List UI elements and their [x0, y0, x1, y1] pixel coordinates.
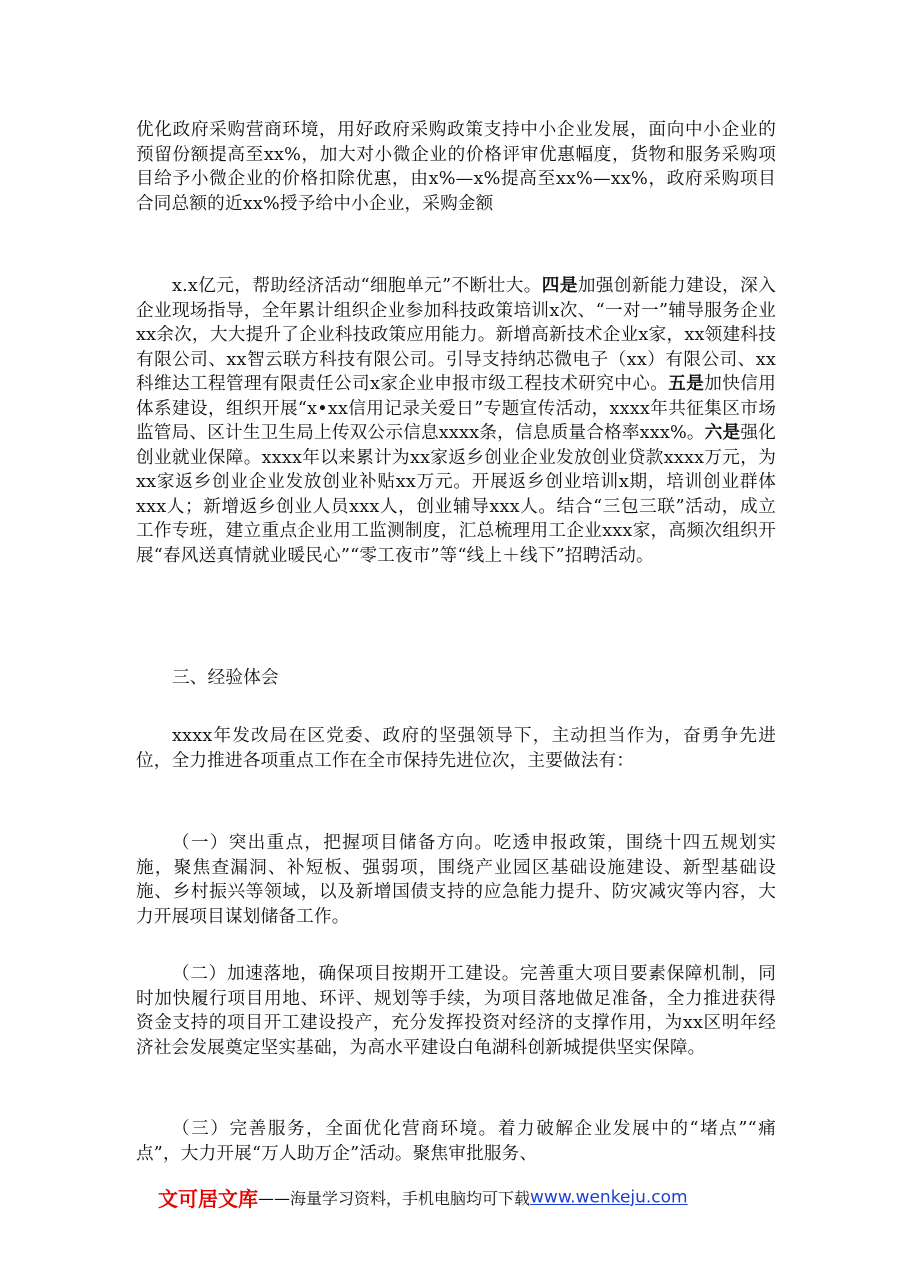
paragraph-summary: xxxx年发改局在区党委、政府的坚强领导下，主动担当作为，奋勇争先进位，全力推进各项重点工作在全市保持先进位次，主要做法有：	[136, 726, 776, 771]
bold-marker-six: 六是	[704, 422, 741, 443]
footer-banner	[158, 1183, 778, 1213]
bold-marker-four: 四是	[541, 275, 578, 296]
paragraph-text: x.x亿元，帮助经济活动“细胞单元”不断壮大。	[172, 276, 542, 296]
section-heading: 三、经验体会	[172, 668, 279, 688]
paragraph-point-one: （一）突出重点，把握项目储备方向。吃透申报政策，围绕十四五规划实施，聚焦查漏洞、补短板、强弱项，围绕产业园区基础设施建设、新型基础设施、乡村振兴等领域，以及新增国债支持的应急能力提升、防灾减灾等内容，大力开展项目谋划储备工作。	[136, 833, 776, 927]
paragraph-text: 加快信用体系建设，组织开展“x•xx信用记录关爱日”专题宣传活动，xxxx年共征集区市场监管局、区计生卫生局上传双公示信息xxxx条，信息质量合格率xxx%。	[136, 374, 776, 443]
bold-marker-five: 五是	[668, 373, 705, 394]
paragraph-text: 强化创业就业保障。xxxx年以来累计为xx家返乡创业企业发放创业贷款xxxx万元，为xx家返乡创业企业发放创业补贴xx万元。开展返乡创业培训x期，培训创业群体xxx人；新增返乡创业人员xxx人，创业辅导xxx人。结合“三包三联”活动，成立工作专班，建立重点企业用工监测制度，汇总梳理用工企业xxx家，高频次组织开展“春风送真情就业暖民心”“零工夜市”等“线上＋线下”招聘活动。	[136, 423, 776, 566]
footer-brand: 文可居文库	[158, 1187, 258, 1211]
paragraph-point-two: （二）加速落地，确保项目按期开工建设。完善重大项目要素保障机制，同时加快履行项目用地、环评、规划等手续，为项目落地做足准备，全力推进获得资金支持的项目开工建设投产，充分发挥投资对经济的支撑作用，为xx区明年经济社会发展奠定坚实基础，为高水平建设白龟湖科创新城提供坚实保障。	[136, 964, 776, 1058]
paragraph-point-three: （三）完善服务，全面优化营商环境。着力破解企业发展中的“堵点”“痛点”，大力开展“万人助万企”活动。聚焦审批服务、	[136, 1119, 776, 1164]
footer-slogan: ——海量学习资料，手机电脑均可下载	[258, 1189, 531, 1208]
paragraph-text: 加强创新能力建设，深入企业现场指导，全年累计组织企业参加科技政策培训x次、“一对一”辅导服务企业xx余次，大大提升了企业科技政策应用能力。新增高新技术企业x家，xx领建科技有限公司、xx智云联方科技有限公司。引导支持纳芯微电子（xx）有限公司、xx科维达工程管理有限责任公司x家企业申报市级工程技术研究中心。	[136, 276, 777, 394]
paragraph-procurement: 优化政府采购营商环境，用好政府采购政策支持中小企业发展，面向中小企业的预留份额提高至xx%，加大对小微企业的价格评审优惠幅度，货物和服务采购项目给予小微企业的价格扣除优惠，由x%—x%提高至xx%—xx%，政府采购项目合同总额的近xx%授予给中小企业，采购金额	[136, 120, 776, 214]
paragraph-measures	[136, 274, 776, 568]
footer-link[interactable]: www.wenkeju.com	[530, 1187, 688, 1208]
